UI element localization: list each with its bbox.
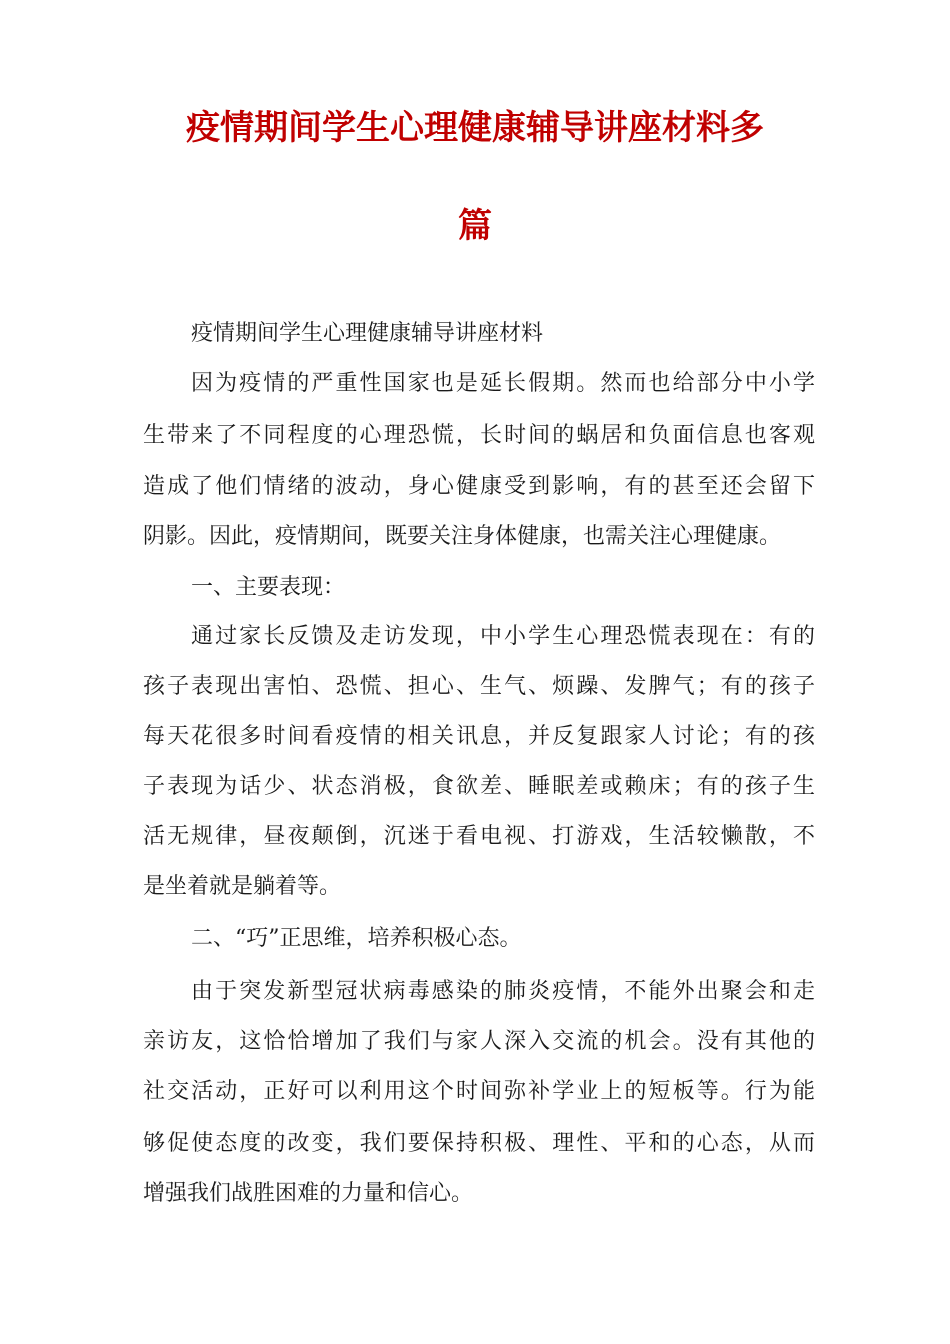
paragraph-line: 通过家长反馈及走访发现，中小学生心理恐慌表现在：有的 [191,624,815,649]
paragraph-line: 子表现为话少、状态消极，食欲差、睡眠差或赖床；有的孩子生 [143,774,815,799]
subtitle-line: 疫情期间学生心理健康辅导讲座材料 [191,321,544,346]
paragraph-line: 社交活动，正好可以利用这个时间弥补学业上的短板等。行为能 [143,1079,815,1104]
paragraph-line: 孩子表现出害怕、恐慌、担心、生气、烦躁、发脾气；有的孩子 [143,674,815,699]
paragraph-line: 因为疫情的严重性国家也是延长假期。然而也给部分中小学 [191,371,815,396]
paragraph-line: 亲访友，这恰恰增加了我们与家人深入交流的机会。没有其他的 [143,1029,815,1054]
paragraph-line: 是坐着就是躺着等。 [143,874,342,899]
paragraph-line: 活无规律，昼夜颠倒，沉迷于看电视、打游戏，生活较懒散，不 [143,824,815,849]
section-heading: 二、“巧”正思维，培养积极心态。 [191,926,522,951]
paragraph-line: 每天花很多时间看疫情的相关讯息，并反复跟家人讨论；有的孩 [143,724,815,749]
paragraph-line: 由于突发新型冠状病毒感染的肺炎疫情，不能外出聚会和走 [191,979,815,1004]
document-title-line-1: 疫情期间学生心理健康辅导讲座材料多 [186,108,764,148]
paragraph-line: 增强我们战胜困难的力量和信心。 [143,1181,474,1206]
paragraph-line: 生带来了不同程度的心理恐慌，长时间的蜗居和负面信息也客观 [143,423,815,448]
paragraph-line: 造成了他们情绪的波动，身心健康受到影响，有的甚至还会留下 [143,474,815,499]
section-heading: 一、主要表现： [191,575,346,600]
document-title-line-2: 篇 [458,206,492,246]
paragraph-line: 阴影。因此，疫情期间，既要关注身体健康，也需关注心理健康。 [143,524,782,549]
paragraph-line: 够促使态度的改变，我们要保持积极、理性、平和的心态，从而 [143,1131,815,1156]
